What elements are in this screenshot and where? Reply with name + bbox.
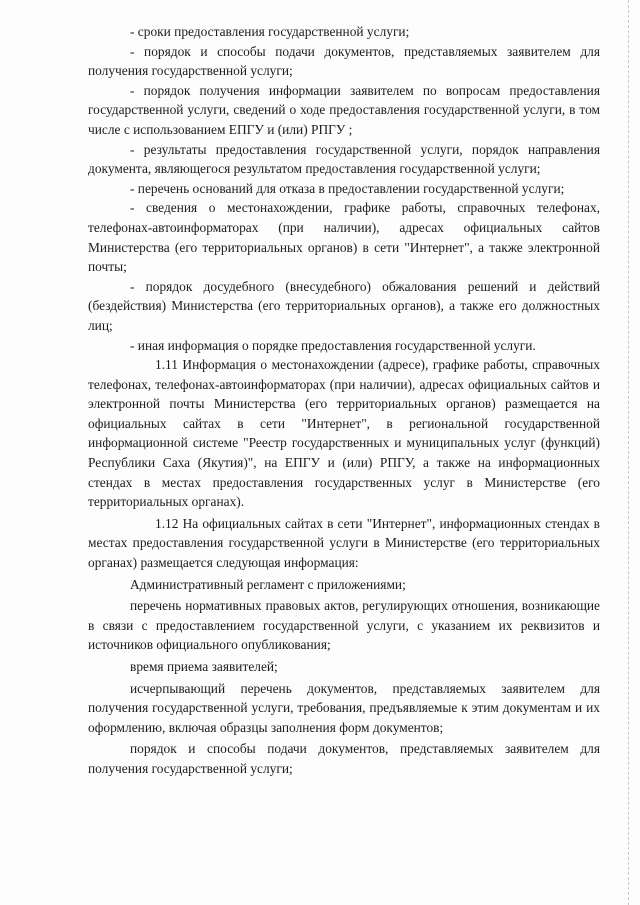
paragraph: 1.11 Информация о местонахождении (адресе), графике работы, справочных телефонах, телефонах-автоинформаторах (при наличии), адресах официальных сайтов и электронной почты Министерства (его территориальных органов) размещается на официальных сайтах в сети "Интернет", в региональной государственной информационной системе "Реестр государственных и муниципальных услуг (функций) Республики Саха (Якутия)", на ЕПГУ и (или) РПГУ, а также на информационных стендах в местах предоставления государственных услуг в Министерстве (его территориальных органах).: [88, 357, 600, 510]
paragraph: - порядок и способы подачи документов, представляемых заявителем для получения государственной услуги;: [88, 43, 600, 79]
paragraph: - сведения о местонахождении, графике работы, справочных телефонах, телефонах-автоинформаторах (при наличии), адресах официальных сайтов Министерства (его территориальных органов) в сети "Интернет", а также электронной почты;: [88, 200, 600, 275]
page-edge: [628, 0, 630, 905]
paragraph: - перечень оснований для отказа в предоставлении государственной услуги;: [130, 180, 565, 196]
paragraph: - иная информация о порядке предоставления государственной услуги.: [130, 337, 536, 353]
paragraph: исчерпывающий перечень документов, представляемых заявителем для получения государственной услуги, требования, предъявляемые к этим документам и их оформлению, включая образцы заполнения форм документов;: [88, 680, 600, 735]
paragraph: Административный регламент с приложениями;: [130, 576, 406, 592]
document-body: [88, 22, 600, 779]
paragraph: перечень нормативных правовых актов, регулирующих отношения, возникающие в связи с предоставлением государственной услуги, с указанием их реквизитов и источников официального опубликования;: [88, 598, 600, 653]
paragraph: порядок и способы подачи документов, представляемых заявителем для получения государственной услуги;: [88, 741, 600, 776]
paragraph: - результаты предоставления государственной услуги, порядок направления документа, являющегося результатом предоставления государственной услуги;: [88, 141, 600, 177]
paragraph: - сроки предоставления государственной услуги;: [130, 24, 410, 39]
paragraph: - порядок получения информации заявителем по вопросам предоставления государственной услуги, сведений о ходе предоставления государственной услуги, в том числе с использованием ЕПГУ и (или) РПГУ ;: [88, 82, 600, 137]
paragraph: время приема заявителей;: [130, 659, 278, 674]
paragraph: - порядок досудебного (внесудебного) обжалования решений и действий (бездействия) Министерства (его территориальных органов), а также его должностных лиц;: [88, 278, 600, 333]
paragraph: 1.12 На официальных сайтах в сети "Интернет", информационных стендах в местах предоставления государственной услуги в Министерстве (его территориальных органах) размещается следующая информация:: [88, 515, 600, 571]
